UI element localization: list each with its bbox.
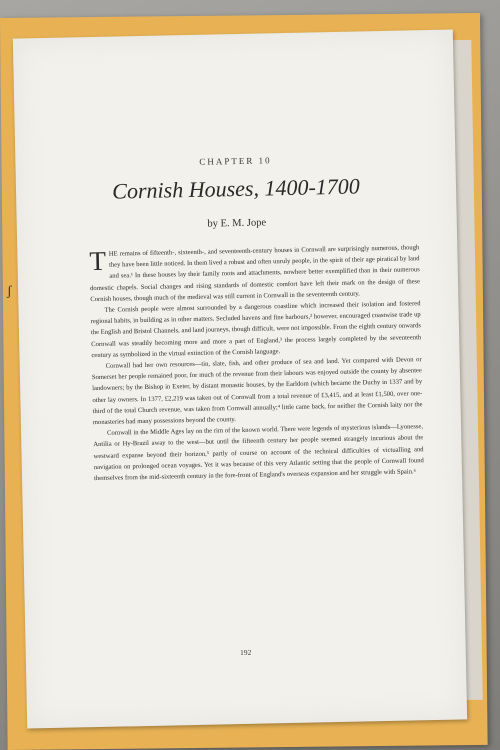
margin-mark: ʃ: [7, 284, 12, 299]
chapter-title: Cornish Houses, 1400-1700: [112, 173, 360, 204]
drop-cap: T: [89, 245, 107, 277]
paragraph-3: Cornwall had her own resources—tin, slate, fish, and other produce of sea and land. Yet compared with Devon or Somerset her people remained poor, for much of the revenue from their labours was enjoyed outside the county by absentee landowners; by the Bishop in Exeter, by distant monastic houses, by the Earldom (which became the Duchy in 1337 and by other lay owners. In 1377, £2,219 was taken out of Cornwall from a total revenue of £3,415, and at least £1,500, over one-third of the total Church revenue, was taken from Cornwall annually;⁴ little came back, for neither the Cornish laity nor the monasteries had many possessions beyond the county.: [91, 356, 423, 427]
author-line: by E. M. Jope: [207, 217, 267, 230]
book-page: [13, 29, 467, 728]
chapter-heading: CHAPTER 10: [199, 155, 272, 167]
paragraph-4: Cornwall in the Middle Ages lay on the rim of the known world. There were legends of mysterious islands—Lyonesse, Antilia or Hy-Brazil away to the west—but until the fifteenth century her people seemed strangely incurious about the westward expanse beyond their horizon,⁵ partly of course on account of the technical difficulties of victualling and navigation on prolonged ocean voyages. Yet it was because of this very Atlantic setting that the people of Cornwall found themselves from the mid-sixteenth century in the fore-front of England's overseas expansion and her struggle with Spain.⁶: [93, 423, 424, 483]
body-text: [89, 242, 424, 484]
paragraph-2: The Cornish people were almost surrounded by a dangerous coastline which increased their isolation and fostered regional habits, in building as in other matters. Secluded havens and fine harbours,² however, encouraged coastwise trade up the English and Bristol Channels, and land journeys, though difficult, were not impossible. From the eighth century onwards Cornwall was steadily becoming more and more a part of England,³ the process largely completed by the seventeenth century as symbolized in the virtual extinction of the Cornish language.: [90, 300, 422, 359]
paragraph-1: THE remains of fifteenth-, sixteenth-, and seventeenth-century houses in Cornwall are surprisingly numerous, though they have been little noticed. In them lived a robust and often unruly people, in the spirit of their age piratical by land and sea.¹ In these houses lay their family roots and attachments, nowhere better exemplified than in their numerous domestic chapels. Social changes and rising standards of domestic comfort have left their mark on the design of these Cornish houses, though much of the medieval was still current in Cornwall in the seventeenth century.: [89, 244, 421, 303]
page-number: 192: [240, 647, 252, 658]
